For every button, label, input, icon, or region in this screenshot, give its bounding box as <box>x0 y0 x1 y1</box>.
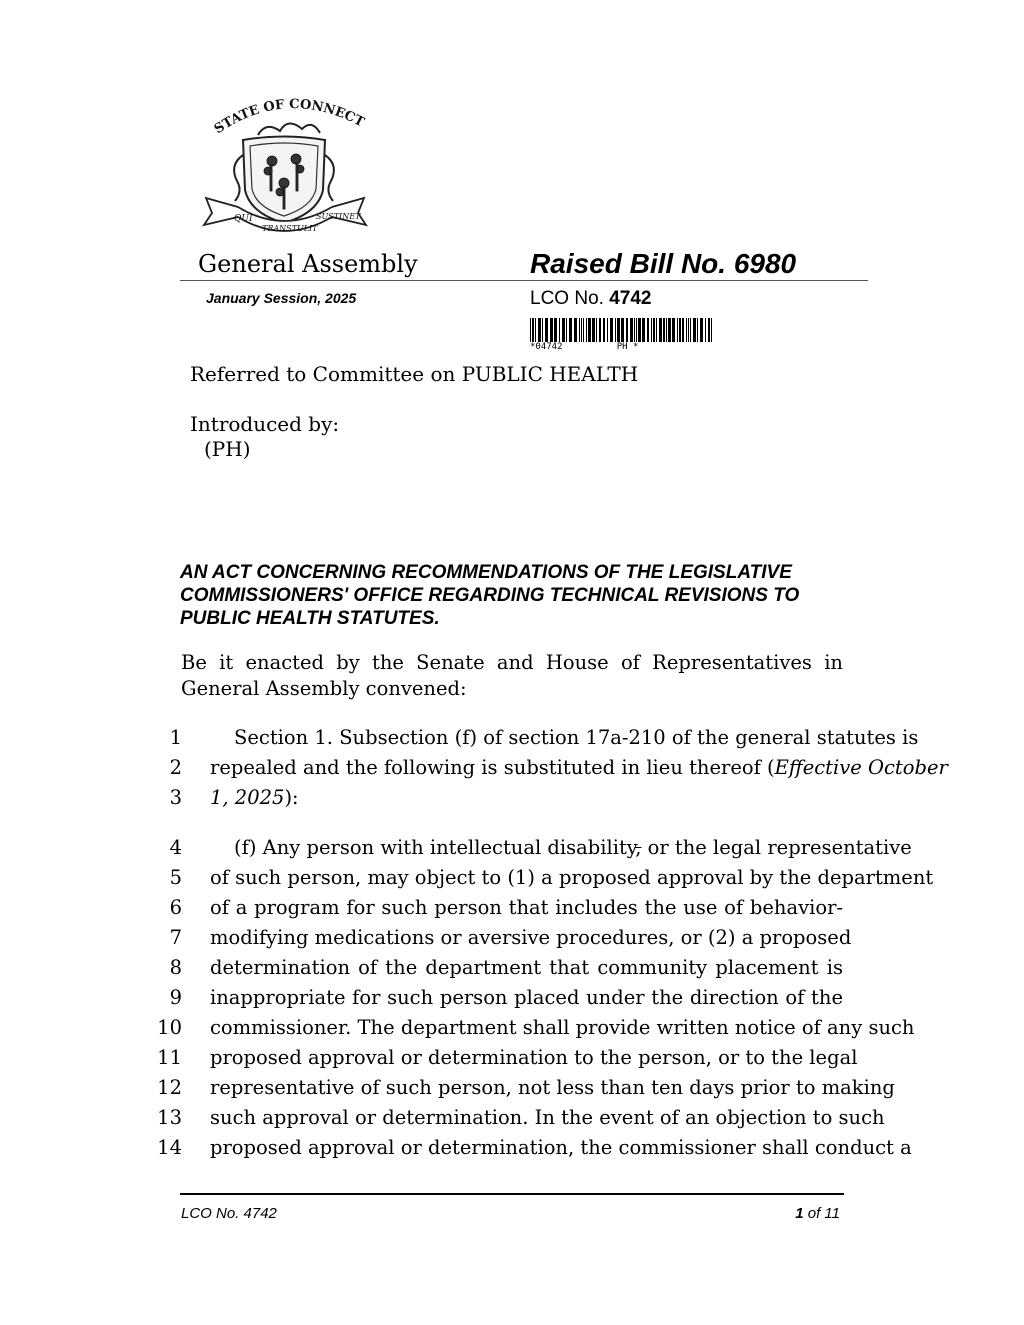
svg-text:SUSTINET: SUSTINET <box>316 212 361 221</box>
barcode-bar <box>690 318 691 342</box>
line-number: 3 <box>169 786 182 809</box>
barcode-bar <box>569 318 572 342</box>
line-number: 1 <box>169 726 182 749</box>
barcode-bar <box>688 318 689 342</box>
barcode <box>530 318 712 342</box>
barcode-bar <box>693 318 696 342</box>
line-number: 7 <box>169 926 182 949</box>
line-number: 10 <box>157 1016 182 1039</box>
committee-referral: Referred to Committee on PUBLIC HEALTH <box>190 362 639 386</box>
introduced-by-label: Introduced by: <box>190 412 340 436</box>
page-total: of 11 <box>803 1205 840 1222</box>
barcode-bar <box>705 318 706 342</box>
line-text: of such person, may object to (1) a proposed approval by the department <box>210 866 934 889</box>
barcode-bar <box>686 318 687 342</box>
bill-text-line <box>210 783 843 813</box>
barcode-bar <box>636 318 637 342</box>
barcode-bar <box>647 318 649 342</box>
barcode-bar <box>550 318 553 342</box>
session-label: January Session, 2025 <box>206 290 357 306</box>
footer-lco-number: LCO No. 4742 <box>181 1205 277 1222</box>
line-text: commissioner. The department shall provide written notice of any such <box>210 1016 915 1039</box>
barcode-bar <box>586 318 587 342</box>
svg-text:TRANSTULIT: TRANSTULIT <box>262 224 318 233</box>
line-text: determination of the department that community placement is <box>210 956 843 979</box>
barcode-bar <box>656 318 657 342</box>
svg-text:QUI: QUI <box>234 214 253 224</box>
bill-text-line <box>234 833 912 863</box>
barcode-bar <box>642 318 645 342</box>
barcode-bar <box>638 318 641 342</box>
line-number: 6 <box>169 896 182 919</box>
bill-text-line <box>234 723 919 753</box>
barcode-bar <box>663 318 665 342</box>
footer-divider <box>180 1193 844 1195</box>
general-assembly-label: General Assembly <box>198 250 418 278</box>
barcode-bar <box>651 318 652 342</box>
header-divider <box>180 280 868 281</box>
barcode-bar <box>677 318 678 342</box>
line-text: modifying medications or aversive procedures, or (2) a proposed <box>210 926 852 949</box>
line-number: 4 <box>169 836 182 859</box>
lco-label-text: LCO No. <box>530 288 604 309</box>
line-text: proposed approval or determination, the commissioner shall conduct a <box>210 1136 912 1159</box>
barcode-bar <box>579 318 580 342</box>
line-number: 9 <box>169 986 182 1009</box>
stricken-text: , <box>635 836 642 859</box>
barcode-bar <box>682 318 684 342</box>
barcode-bar <box>668 318 671 342</box>
bill-text-line <box>210 1103 885 1133</box>
barcode-bar <box>607 318 608 342</box>
line-text: Section 1. Subsection (f) of section 17a-210 of the general statutes is <box>234 726 919 749</box>
bill-text-line <box>210 1013 915 1043</box>
bill-text-line <box>210 863 934 893</box>
line-text: inappropriate for such person placed under the direction of the <box>210 986 843 1009</box>
line-number: 11 <box>157 1046 182 1069</box>
line-text: of a program for such person that includes the use of behavior- <box>210 896 843 919</box>
barcode-bar <box>599 318 601 342</box>
bill-text-line <box>210 1043 858 1073</box>
barcode-bar <box>596 318 597 342</box>
barcode-bar <box>697 318 698 342</box>
line-text: repealed and the following is substituted in lieu thereof ( <box>210 756 775 779</box>
barcode-bar <box>621 318 624 342</box>
barcode-bar <box>538 318 541 342</box>
barcode-bar <box>562 318 565 342</box>
barcode-bar <box>574 318 577 342</box>
enacting-clause: Be it enacted by the Senate and House of Representatives in General Assembly convened: <box>181 651 843 700</box>
line-text: representative of such person, not less than ten days prior to making <box>210 1076 895 1099</box>
line-number: 5 <box>169 866 182 889</box>
line-number: 2 <box>169 756 182 779</box>
barcode-bar <box>711 318 712 342</box>
barcode-bar <box>630 318 633 342</box>
bill-text-line <box>210 1073 895 1103</box>
page-current: 1 <box>795 1205 804 1222</box>
barcode-bar <box>592 318 595 342</box>
barcode-bar <box>666 318 667 342</box>
lco-number-value: 4742 <box>609 288 652 309</box>
effective-date-text: 1, 2025 <box>210 786 285 809</box>
barcode-bar <box>653 318 655 342</box>
bill-text-line <box>210 923 852 953</box>
barcode-bar <box>615 318 616 342</box>
barcode-bar <box>545 318 548 342</box>
barcode-bar <box>535 318 536 342</box>
page-number <box>760 1205 840 1222</box>
barcode-caption: *04742 PH * <box>530 342 639 352</box>
barcode-bar <box>679 318 681 342</box>
barcode-bar <box>659 318 662 342</box>
line-text: (f) Any person with intellectual disability <box>234 836 636 859</box>
bill-text-line <box>210 893 843 923</box>
barcode-bar <box>530 318 531 342</box>
barcode-bar <box>626 318 628 342</box>
barcode-bar <box>617 318 620 342</box>
barcode-bar <box>566 318 567 342</box>
barcode-bar <box>581 318 582 342</box>
lco-number-label <box>530 288 651 310</box>
barcode-bar <box>588 318 591 342</box>
line-text: proposed approval or determination to the person, or to the legal <box>210 1046 858 1069</box>
svg-text:STATE OF CONNECTICUT: STATE OF CONNECT <box>211 97 367 138</box>
barcode-bar <box>700 318 703 342</box>
sponsor: (PH) <box>204 437 251 461</box>
line-number: 13 <box>157 1106 182 1129</box>
state-seal <box>198 95 370 247</box>
line-number: 14 <box>157 1136 182 1159</box>
barcode-bar <box>554 318 557 342</box>
barcode-bar <box>610 318 613 342</box>
barcode-bar <box>672 318 675 342</box>
bill-text-line <box>210 1133 912 1163</box>
bill-title: Raised Bill No. 6980 <box>530 248 797 279</box>
line-number: 8 <box>169 956 182 979</box>
bill-text-line <box>210 983 843 1013</box>
line-text-tail: ): <box>284 786 299 809</box>
bill-text-line <box>210 953 843 983</box>
line-text: such approval or determination. In the event of an objection to such <box>210 1106 885 1129</box>
line-number: 12 <box>157 1076 182 1099</box>
barcode-bar <box>708 318 710 342</box>
barcode-bar <box>532 318 534 342</box>
barcode-bar <box>634 318 635 342</box>
act-title: AN ACT CONCERNING RECOMMENDATIONS OF THE LEGISLATIVE COMMISSIONERS' OFFICE REGARDING TECHNICAL REVISIONS TO PUBLIC HEALTH STATUTES. <box>180 562 800 629</box>
barcode-bar <box>542 318 543 342</box>
barcode-bar <box>559 318 560 342</box>
bill-text-line <box>210 753 948 783</box>
barcode-bar <box>583 318 584 342</box>
barcode-bar <box>603 318 605 342</box>
effective-date-text: Effective October <box>774 756 948 779</box>
line-text-tail: or the legal representative <box>641 836 912 859</box>
